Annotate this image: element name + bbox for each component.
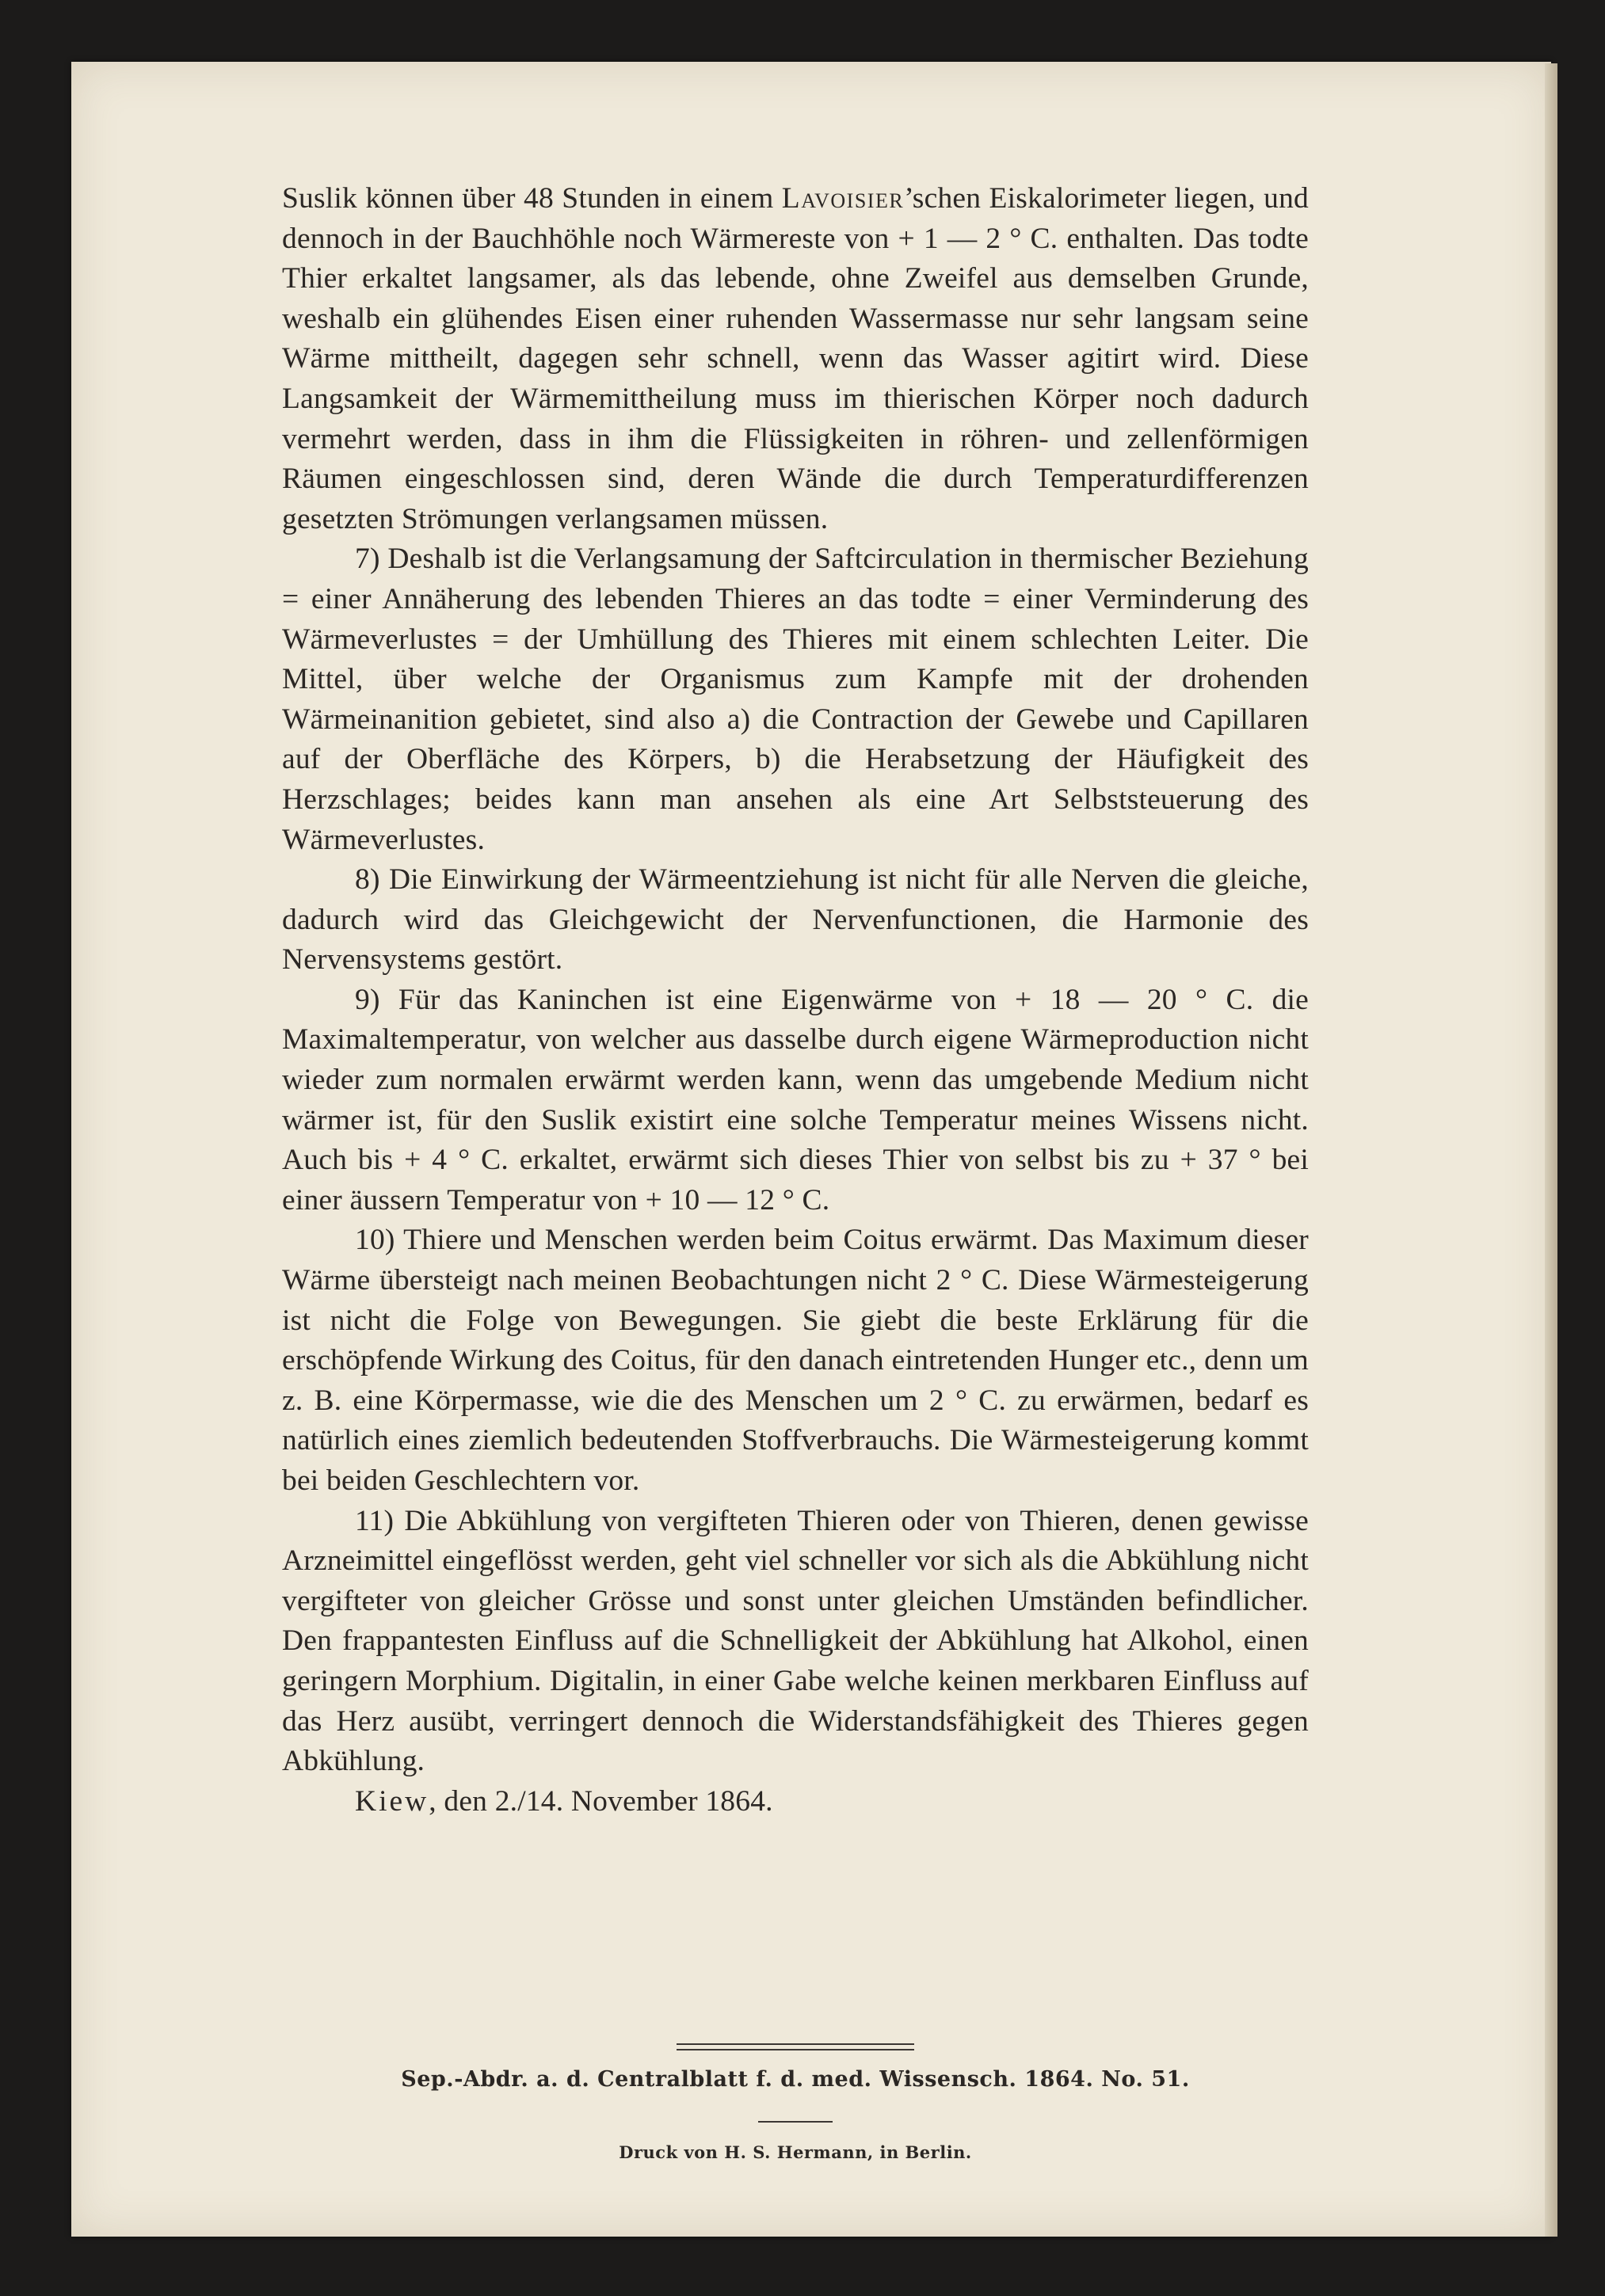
paragraph-7: 7) Deshalb ist die Verlangsamung der Saftcirculation in thermischer Beziehung = einer Annäherung des lebenden Thieres an das todte = einer Verminderung des Wärmeverlustes = der Umhüllung des Thieres mit einem schlechten Leiter. Die Mittel, über welche der Organismus zum Kampfe mit der drohenden Wärmeinanition gebietet, sind also a) die Contraction der Gewebe und Capillaren auf der Oberfläche des Körpers, b) die Herabsetzung der Häufigkeit des Herzschlages; beides kann man ansehen als eine Art Selbststeuerung des Wärmeverlustes. xyxy=(282,543,1309,856)
paragraph-10: 10) Thiere und Menschen werden beim Coitus erwärmt. Das Maximum dieser Wärme übersteigt nach meinen Beobachtungen nicht 2 ° C. Diese Wärmesteigerung ist nicht die Folge von Bewegungen. Sie giebt die beste Erklärung für die erschöpfende Wirkung des Coitus, für den danach eintretenden Hunger etc., denn um z. B. eine Körpermasse, wie die des Menschen um 2 ° C. zu erwärmen, bedarf es natürlich eines ziemlich bedeutenden Stoffverbrauchs. Die Wärmesteigerung kommt bei beiden Geschlechtern vor. xyxy=(282,1224,1309,1497)
paragraph-8: 8) Die Einwirkung der Wärmeentziehung ist nicht für alle Nerven die gleiche, dadurch wird das Gleichgewicht der Nervenfunctionen, die Harmonie des Nervensystems gestört. xyxy=(282,863,1309,977)
place-name: Kiew xyxy=(355,1784,429,1818)
paper-edge xyxy=(1545,63,1557,2237)
author-name-lavoisier: Lavoisier xyxy=(781,182,905,215)
offprint-source-line: Sep.-Abdr. a. d. Centralblatt f. d. med. Wissensch. 1864. No. 51. xyxy=(401,2067,1190,2092)
paragraph-9: 9) Für das Kaninchen ist eine Eigenwärme von + 18 — 20 ° C. die Maximaltemperatur, von welcher aus dasselbe durch eigene Wärmeproduction nicht wieder zum normalen erwärmt werden kann, wenn das umgebende Medium nicht wärmer ist, für den Suslik existirt eine solche Temperatur meines Wissens nicht. Auch bis + 4 ° C. erkaltet, erwärmt sich dieses Thier von selbst bis zu + 37 ° bei einer äussern Temperatur von + 10 — 12 ° C. xyxy=(282,983,1309,1217)
double-rule-divider xyxy=(677,2043,914,2050)
paragraph-11: 11) Die Abkühlung von vergifteten Thieren oder von Thieren, denen gewisse Arzneimittel eingeflösst werden, geht viel schneller vor sich als die Abkühlung nicht vergifteter von gleicher Grösse und sonst unter gleichen Umständen befindlicher. Den frappantesten Einfluss auf die Schnelligkeit der Abkühlung hat Alkohol, einen geringern Morphium. Digitalin, in einer Gabe welche keinen merkbaren Einfluss auf das Herz ausübt, verringert dennoch die Widerstandsfähigkeit des Thieres gegen Abkühlung. xyxy=(282,1504,1309,1778)
short-rule-divider xyxy=(758,2121,833,2123)
printer-imprint: Druck von H. S. Hermann, in Berlin. xyxy=(619,2142,972,2162)
page-body xyxy=(282,179,1309,1822)
paragraph-continuation: Suslik können über 48 Stunden in einem Lavoisier’schen Eiskalorimeter liegen, und dennoch in der Bauchhöhle noch Wärmereste von + 1 — 2 ° C. enthalten. Das todte Thier erkaltet langsamer, als das lebende, ohne Zweifel aus demselben Grunde, weshalb ein glühendes Eisen einer ruhenden Wassermasse nur sehr langsam seine Wärme mittheilt, dagegen sehr schnell, wenn das Wasser agitirt wird. Diese Langsamkeit der Wärmemittheilung muss im thierischen Körper noch dadurch vermehrt werden, dass in ihm die Flüssigkeiten in röhren- und zellenförmigen Räumen eingeschlossen sind, deren Wände die durch Temperaturdifferenzen gesetzten Strömungen verlangsamen müssen. xyxy=(282,182,1310,535)
dateline: Kiew, den 2./14. November 1864. xyxy=(355,1784,773,1818)
